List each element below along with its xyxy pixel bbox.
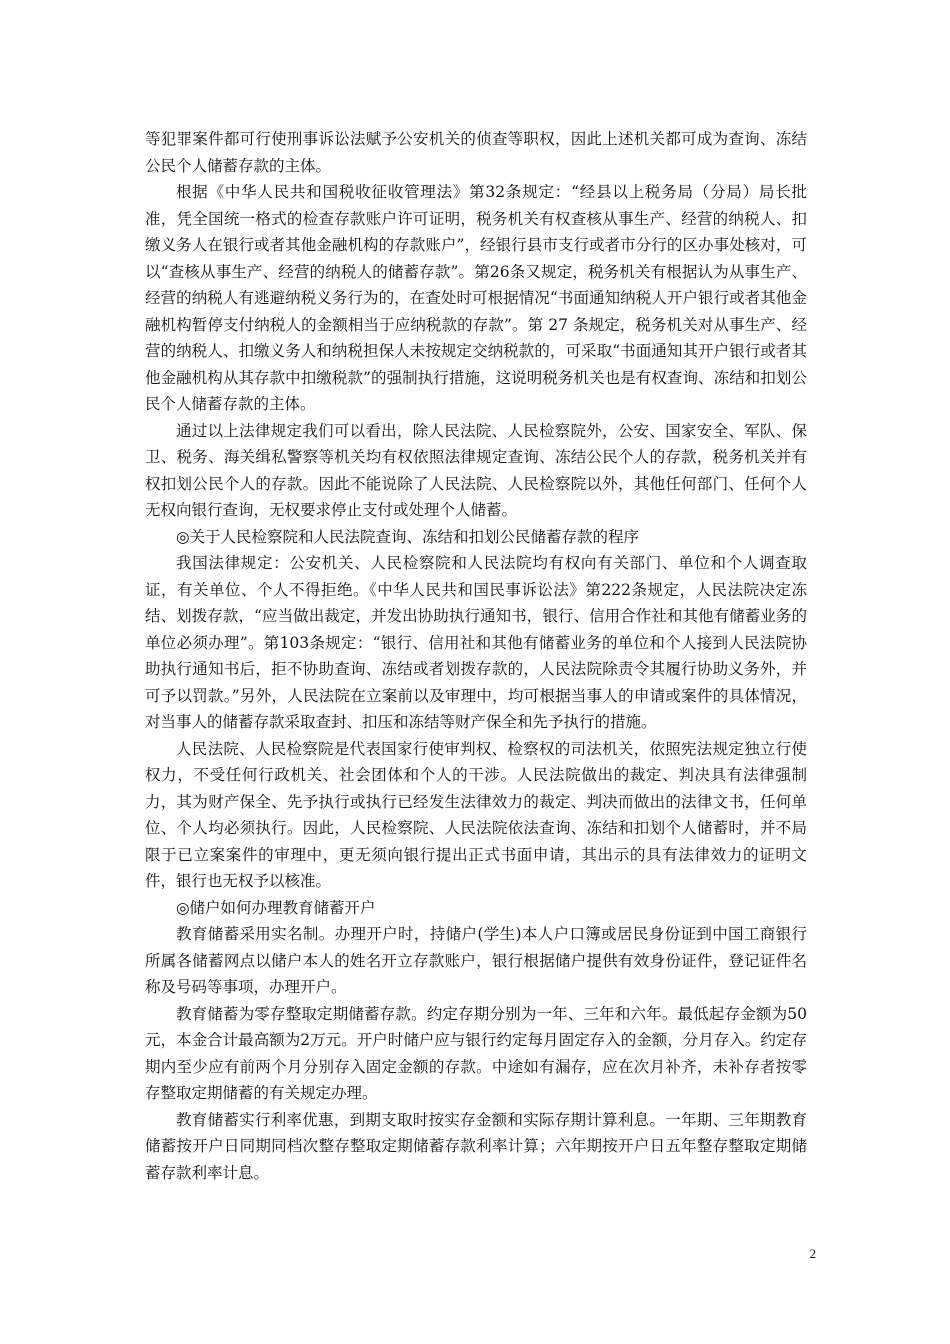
document-body [145, 126, 807, 1186]
section-heading-procedure: ◎关于人民检察院和人民法院查询、冻结和扣划公民储蓄存款的程序 [176, 527, 640, 546]
paragraph-account-opening: 教育储蓄采用实名制。办理开户时，持储户(学生)本人户口簿或居民身份证到中国工商银行所属各储蓄网点以储户本人的姓名开立存款账户，银行根据储户提供有效身份证件，登记证件名称及号码等事项，办理开户。 [145, 925, 807, 996]
paragraph-conclusion: 通过以上法律规定我们可以看出，除人民法院、人民检察院外，公安、国家安全、军队、保卫、税务、海关缉私警察等机关均有权依照法律规定查询、冻结公民个人的存款，税务机关并有权扣划公民个人的存款。因此不能说除了人民法院、人民检察院以外，其他任何部门、任何个人无权向银行查询，无权要求停止支付或处理个人储蓄。 [145, 421, 807, 519]
paragraph-legal-provisions: 我国法律规定：公安机关、人民检察院和人民法院均有权向有关部门、单位和个人调查取证，有关单位、个人不得拒绝。《中华人民共和国民事诉讼法》第222条规定，人民法院决定冻结、划拨存款，“应当做出裁定，并发出协助执行通知书，银行、信用合作社和其他有储蓄业务的单位必须办理”。第103条规定：“银行、信用社和其他有储蓄业务的单位和个人接到人民法院协助执行通知书后，拒不协助查询、冻结或者划拨存款的，人民法院除责令其履行协助义务外，并可予以罚款。”另外，人民法院在立案前以及审理中，均可根据当事人的申请或案件的具体情况，对当事人的储蓄存款采取查封、扣压和冻结等财产保全和先予执行的措施。 [145, 554, 807, 731]
paragraph-judicial-authority: 人民法院、人民检察院是代表国家行使审判权、检察权的司法机关，依照宪法规定独立行使权力，不受任何行政机关、社会团体和个人的干涉。人民法院做出的裁定、判决具有法律强制力，其为财产保全、先予执行或执行已经发生法律效力的裁定、判决而做出的法律文书，任何单位、个人均必须执行。因此，人民检察院、人民法院依法查询、冻结和扣划个人储蓄时，并不局限于已立案案件的审理中，更无须向银行提出正式书面申请，其出示的具有法律效力的证明文件，银行也无权予以核准。 [145, 739, 807, 890]
section-heading-education-savings: ◎储户如何办理教育储蓄开户 [176, 898, 376, 917]
paragraph-interest-rate: 教育储蓄实行利率优惠，到期支取时按实存金额和实际存期计算利息。一年期、三年期教育储蓄按开户日同期同档次整存整取定期储蓄存款利率计算；六年期按开户日五年整存整取定期储蓄存款利率计息。 [145, 1110, 807, 1182]
paragraph-deposit-terms: 教育储蓄为零存整取定期储蓄存款。约定存期分别为一年、三年和六年。最低起存金额为50元，本金合计最高额为2万元。开户时储户应与银行约定每月固定存入的金额，分月存入。约定存期内至少应有前两个月分别存入固定金额的存款。中途如有漏存，应在次月补齐，未补存者按零存整取定期储蓄的有关规定办理。 [145, 1004, 807, 1102]
page-number: 2 [809, 1246, 816, 1261]
paragraph-tax-law: 根据《中华人民共和国税收征收管理法》第32条规定：“经县以上税务局（分局）局长批准，凭全国统一格式的检查存款账户许可证明，税务机关有权查核从事生产、经营的纳税人、扣缴义务人在银行或者其他金融机构的存款账户”，经银行县市支行或者市分行的区办事处核对，可以“查核从事生产、经营的纳税人的储蓄存款”。第26条又规定，税务机关有根据认为从事生产、经营的纳税人有逃避纳税义务行为的，在查处时可根据情况“书面通知纳税人开户银行或者其他金融机构暂停支付纳税人的金额相当于应纳税款的存款”。第 27 条规定，税务机关对从事生产、经营的纳税人、扣缴义务人和纳税担保人未按规定交纳税款的，可采取“书面通知其开户银行或者其他金融机构从其存款中扣缴税款”的强制执行措施，这说明税务机关也是有权查询、冻结和扣划公民个人储蓄存款的主体。 [145, 183, 807, 413]
paragraph-continuation: 等犯罪案件都可行使刑事诉讼法赋予公安机关的侦查等职权，因此上述机关都可成为查询、冻结公民个人储蓄存款的主体。 [145, 130, 807, 175]
